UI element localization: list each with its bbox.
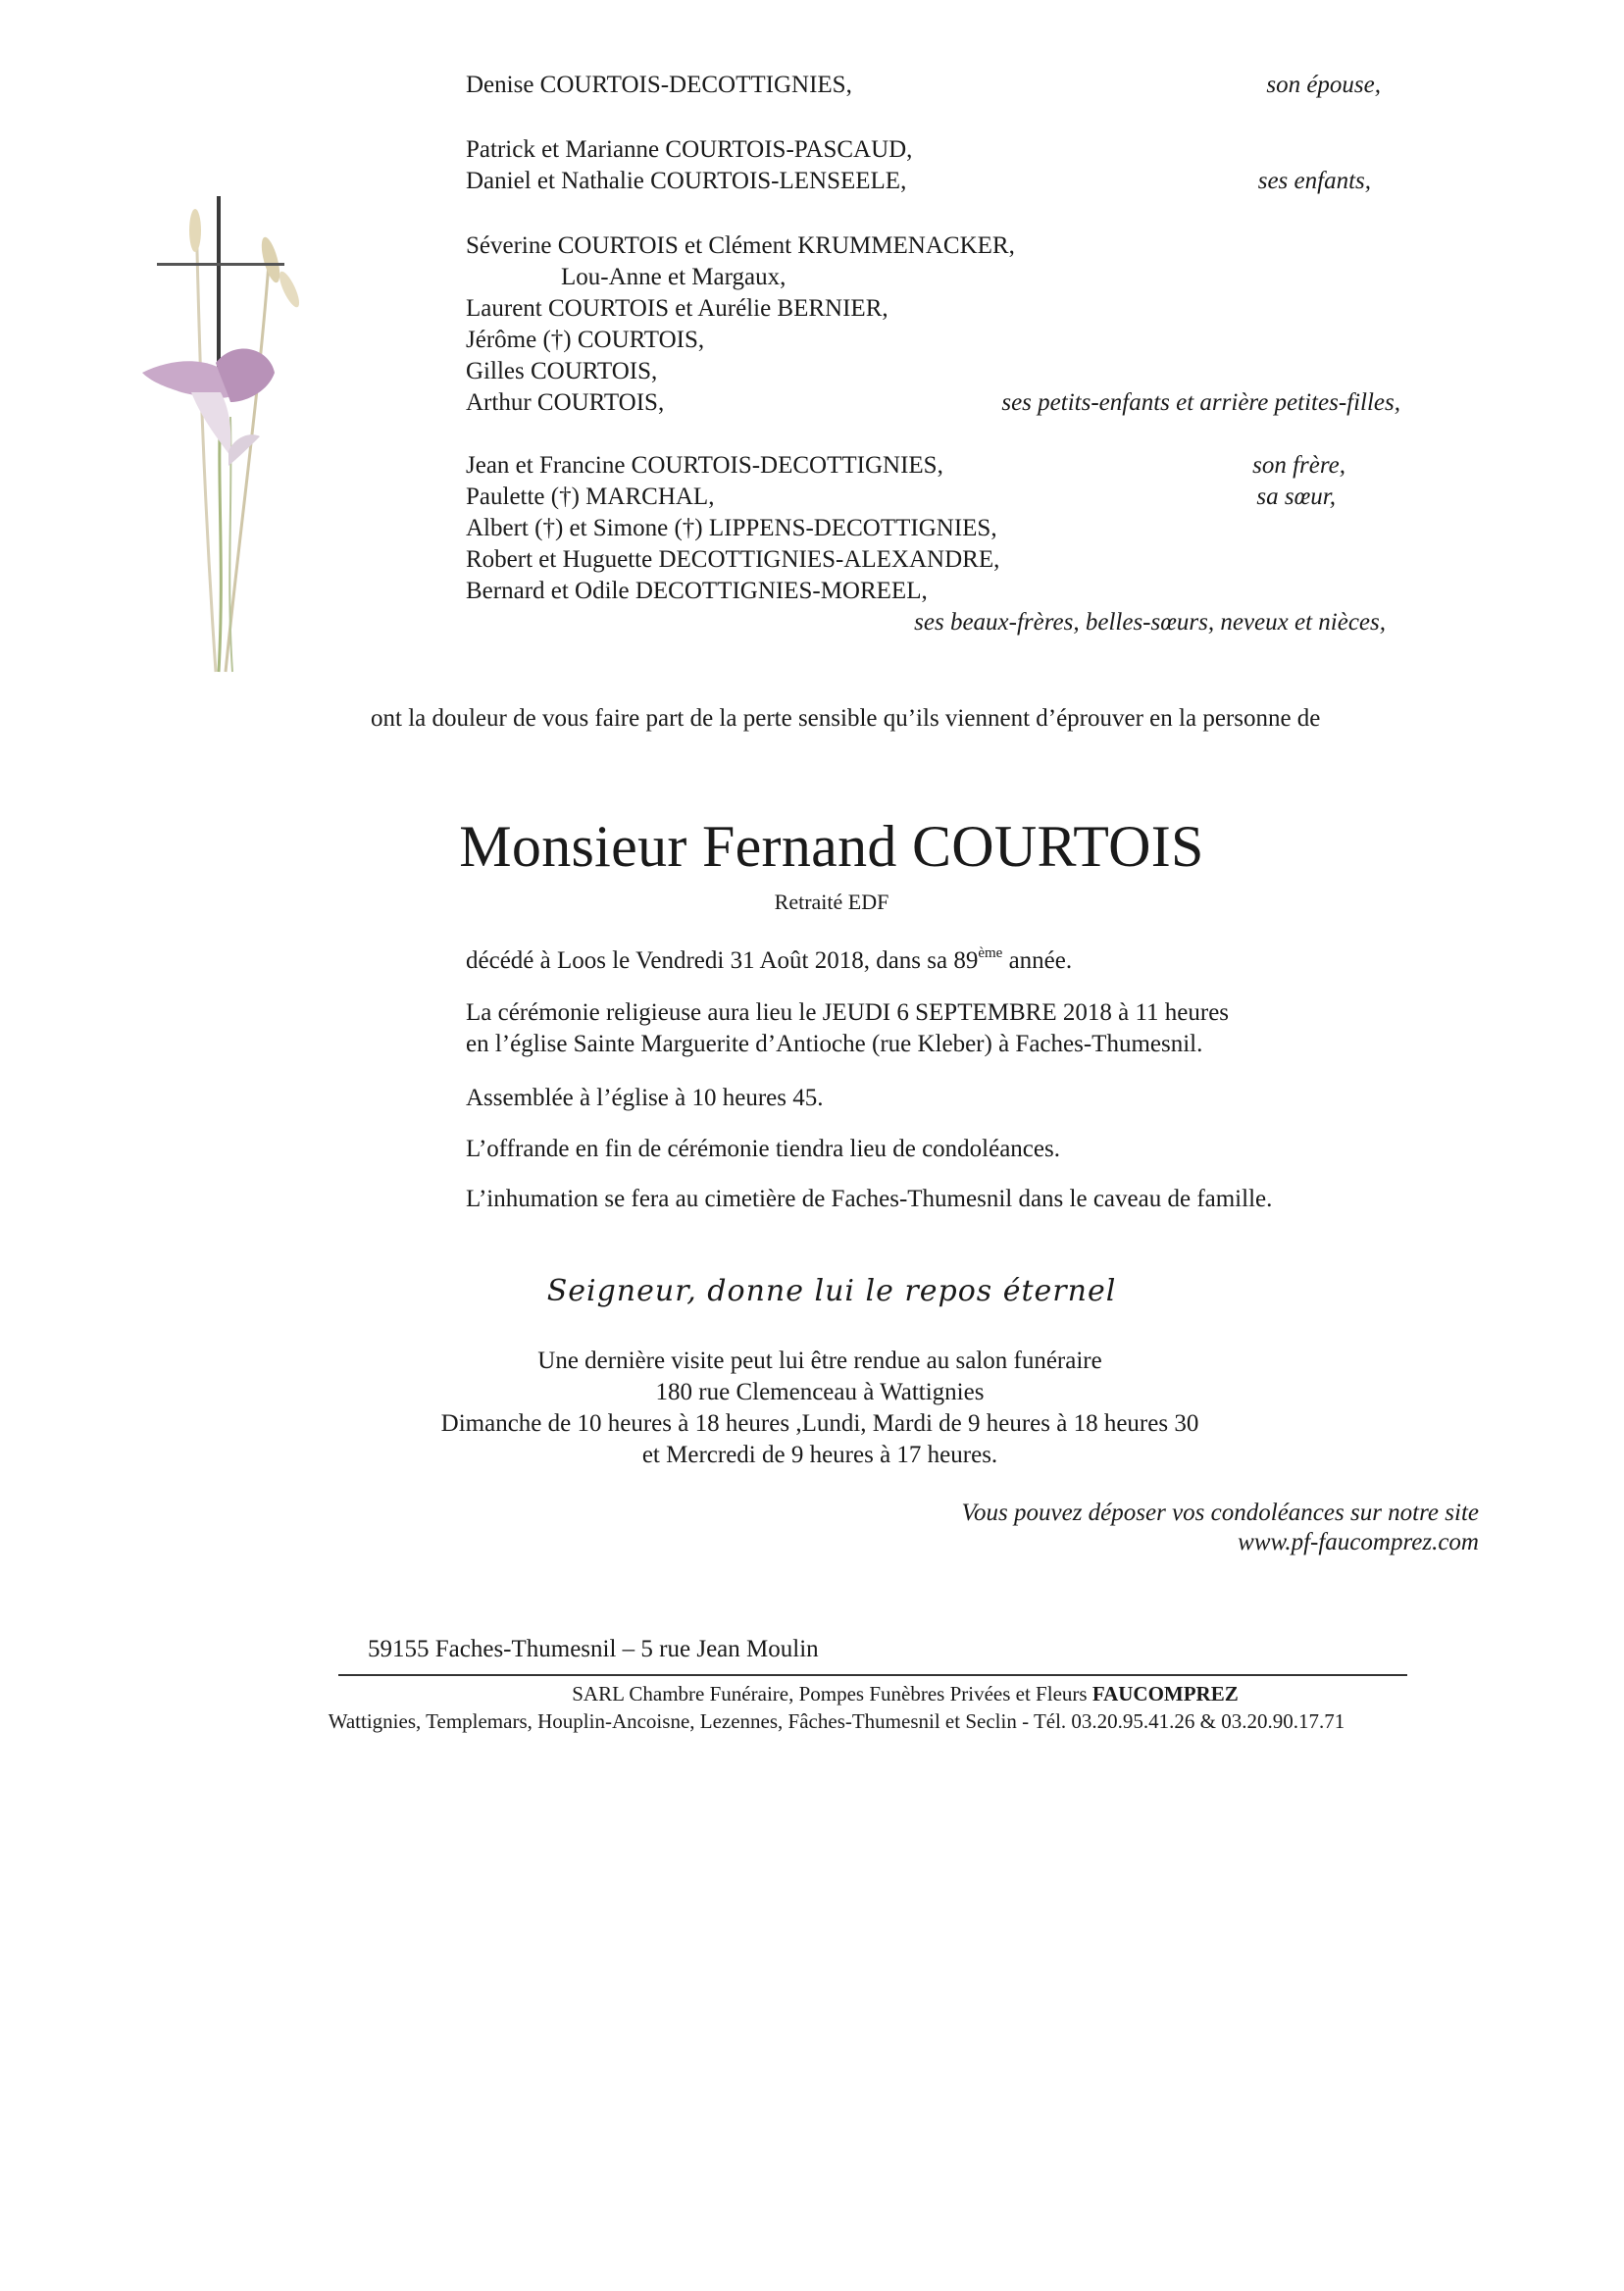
assembly-text: Assemblée à l’église à 10 heures 45. [466,1085,824,1111]
visit-line: et Mercredi de 9 heures à 17 heures. [641,1442,998,1468]
sibling-name: Robert et Huguette DECOTTIGNIES-ALEXANDRE, [466,546,1000,573]
deceased-name: Monsieur Fernand COURTOIS [459,814,1204,879]
grandchild-name: Jérôme (†) COURTOIS, [466,327,705,353]
footer-company [0,1680,1624,1707]
death-text-end: année. [1002,947,1073,974]
footer-locations: Wattignies, Templemars, Houplin-Ancoisne, Lezennes, Fâches-Thumesnil et Seclin - Tél. 03.20.95.41.26 & 03.20.90.17.71 [328,1709,1345,1733]
sibling-name: Paulette (†) MARCHAL, [466,484,715,510]
child-name: Daniel et Nathalie COURTOIS-LENSEELE, [466,168,907,194]
child-name: Patrick et Marianne COURTOIS-PASCAUD, [466,136,913,163]
footer-divider [338,1674,1407,1676]
offering-text: L’offrande en fin de cérémonie tiendra lieu de condoléances. [466,1136,1060,1162]
brother-role: son frère, [1252,452,1345,479]
condolences-text: Vous pouvez déposer vos condoléances sur notre site [961,1500,1479,1526]
death-ordinal: ème [978,944,1003,961]
visit-line: Une dernière visite peut lui être rendue au salon funéraire [537,1348,1102,1374]
announcement-text: ont la douleur de vous faire part de la perte sensible qu’ils viennent d’éprouver en la personne de [371,705,1321,732]
grandchild-name: Gilles COURTOIS, [466,358,658,384]
grandchild-name: Séverine COURTOIS et Clément KRUMMENACKER, [466,232,1015,259]
prayer-text: Seigneur, donne lui le repos éternel [546,1274,1117,1308]
grandchild-name: Lou-Anne et Margaux, [561,264,787,290]
visit-line: Dimanche de 10 heures à 18 heures ,Lundi, Mardi de 9 heures à 18 heures 30 [440,1410,1199,1437]
ceremony-line: en l’église Sainte Marguerite d’Antioche (rue Kleber) à Faches-Thumesnil. [466,1031,1203,1057]
footer-address: 59155 Faches-Thumesnil – 5 rue Jean Moulin [368,1636,819,1662]
cross-flower-illustration [123,191,319,682]
death-details [466,944,1072,977]
condolences-website[interactable]: www.pf-faucomprez.com [1238,1529,1479,1555]
company-description: SARL Chambre Funéraire, Pompes Funèbres Privées et Fleurs [572,1682,1092,1706]
grandchild-name: Laurent COURTOIS et Aurélie BERNIER, [466,295,888,322]
sibling-name: Bernard et Odile DECOTTIGNIES-MOREEL, [466,578,928,604]
sibling-name: Jean et Francine COURTOIS-DECOTTIGNIES, [466,452,943,479]
visit-line: 180 rue Clemenceau à Wattignies [655,1379,985,1405]
grandchildren-role: ses petits-enfants et arrière petites-filles, [1001,389,1400,416]
sister-role: sa sœur, [1256,484,1336,510]
sibling-name: Albert (†) et Simone (†) LIPPENS-DECOTTIGNIES, [466,515,997,541]
death-text: décédé à Loos le Vendredi 31 Août 2018, dans sa 89 [466,947,979,974]
children-role: ses enfants, [1257,168,1371,194]
ceremony-line: La cérémonie religieuse aura lieu le JEUDI 6 SEPTEMBRE 2018 à 11 heures [466,999,1230,1026]
wife-name: Denise COURTOIS-DECOTTIGNIES, [466,72,852,98]
burial-text: L’inhumation se fera au cimetière de Faches-Thumesnil dans le caveau de famille. [466,1186,1273,1212]
deceased-title: Retraité EDF [774,890,889,914]
company-name: FAUCOMPREZ [1091,1682,1239,1706]
grandchild-name: Arthur COURTOIS, [466,389,665,416]
inlaws-role: ses beaux-frères, belles-sœurs, neveux et nièces, [914,609,1386,636]
wife-role: son épouse, [1266,72,1381,98]
